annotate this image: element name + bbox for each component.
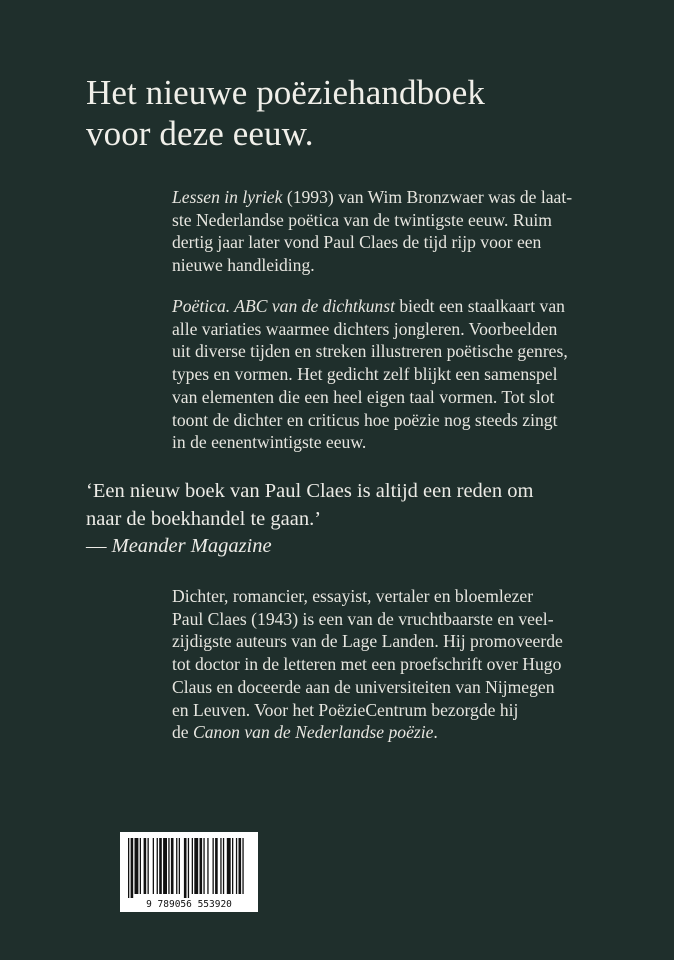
description-line-1-rest: biedt een staalkaart van [394,296,565,316]
bio-canon-title: Canon van de Nederlandse poëzie [193,722,434,743]
bio-line-4: tot doctor in de letteren met een proefschrift over Hugo [172,654,562,675]
description-line-7: in de eenentwintigste eeuw. [172,432,367,453]
description-line-4: types en vormen. Het gedicht zelf blijkt een samenspel [172,364,558,385]
barcode-bar [215,838,218,894]
barcode-bar [163,838,167,894]
intro-line-1-rest: (1993) van Wim Bronzwaer was de laat- [282,187,573,207]
cover-headline [86,72,646,154]
barcode-bar [203,838,204,894]
description-line-6: toont de dichter en criticus hoe poëzie nog steeds zingt [172,409,558,430]
barcode-bar [220,838,221,894]
quote-source: Meander Magazine [111,535,272,557]
bio-line-7-prefix: de [172,722,194,743]
quote-dash: — [86,535,112,557]
barcode-bar [227,838,231,894]
barcode-bar [207,838,208,894]
barcode-bar [168,838,169,894]
headline-line-1: Het nieuwe poëziehandboek [86,73,486,112]
barcode-bar [200,838,203,894]
description-line-3: uit diverse tijden en streken illustreren poëtische genres, [172,341,568,362]
description-paragraph [172,295,642,454]
bio-line-5: Claus en doceerde aan de universiteiten van Nijmegen [172,676,555,697]
intro-paragraph [172,186,642,277]
barcode-bar [131,838,134,898]
quote-line-2: naar de boekhandel te gaan.’ [86,507,322,530]
barcode-bar [153,838,154,894]
description-line-1 [172,295,642,318]
barcode-bar [176,838,177,894]
barcode-bar [194,838,198,894]
bio-line-6: en Leuven. Voor het PoëzieCentrum bezorgde hij [172,699,519,720]
barcode-bar [144,838,147,894]
review-quote [86,478,646,561]
quote-attribution [86,533,646,561]
barcode-bar [242,838,243,894]
barcode-bar [192,838,193,894]
bio-line-2: Paul Claes (1943) is een van de vruchtbaarste en veel- [172,608,554,629]
description-line-5: van elementen die een heel eigen taal vormen. Tot slot [172,386,555,407]
barcode-bar [157,838,158,894]
isbn-barcode [120,832,258,912]
barcode-bar [140,838,141,894]
barcode-bar [128,838,129,898]
intro-book-title: Lessen in lyriek [172,187,283,207]
intro-line-4: nieuwe handleiding. [172,255,315,276]
bio-line-7-suffix: . [433,722,438,743]
barcode-bar [159,838,162,894]
barcode-bar [232,838,233,894]
barcode-bar [236,838,237,894]
barcode-bar [148,838,149,894]
bio-line-7 [172,721,642,744]
quote-line-1: ‘Een nieuw boek van Paul Claes is altijd een reden om [86,480,534,502]
barcode-bar [188,838,189,898]
bio-line-1: Dichter, romancier, essayist, vertaler en bloemlezer [172,586,534,606]
headline-line-2: voor deze eeuw. [86,114,314,153]
barcode-bar [179,838,180,894]
barcode-bar [213,838,214,894]
intro-line-1 [172,186,642,209]
intro-line-3: dertig jaar later vond Paul Claes de tijd rijp voor een [172,232,542,253]
author-bio-paragraph [172,585,642,744]
barcode-bar [135,838,139,894]
description-line-2: alle variaties waarmee dichters jongleren. Voorbeelden [172,318,558,339]
description-book-title: Poëtica. ABC van de dichtkunst [172,296,395,316]
barcode-graphic [120,832,258,912]
intro-line-2: ste Nederlandse poëtica van de twintigste eeuw. Ruim [172,209,552,230]
bio-line-3: zijdigste auteurs van de Lage Landen. Hij promoveerde [172,631,563,652]
barcode-bar [239,838,242,894]
barcode-bar [223,838,224,894]
barcode-bar [171,838,174,894]
barcode-digits: 9 789056 553920 [146,899,232,910]
barcode-bar [184,838,187,898]
